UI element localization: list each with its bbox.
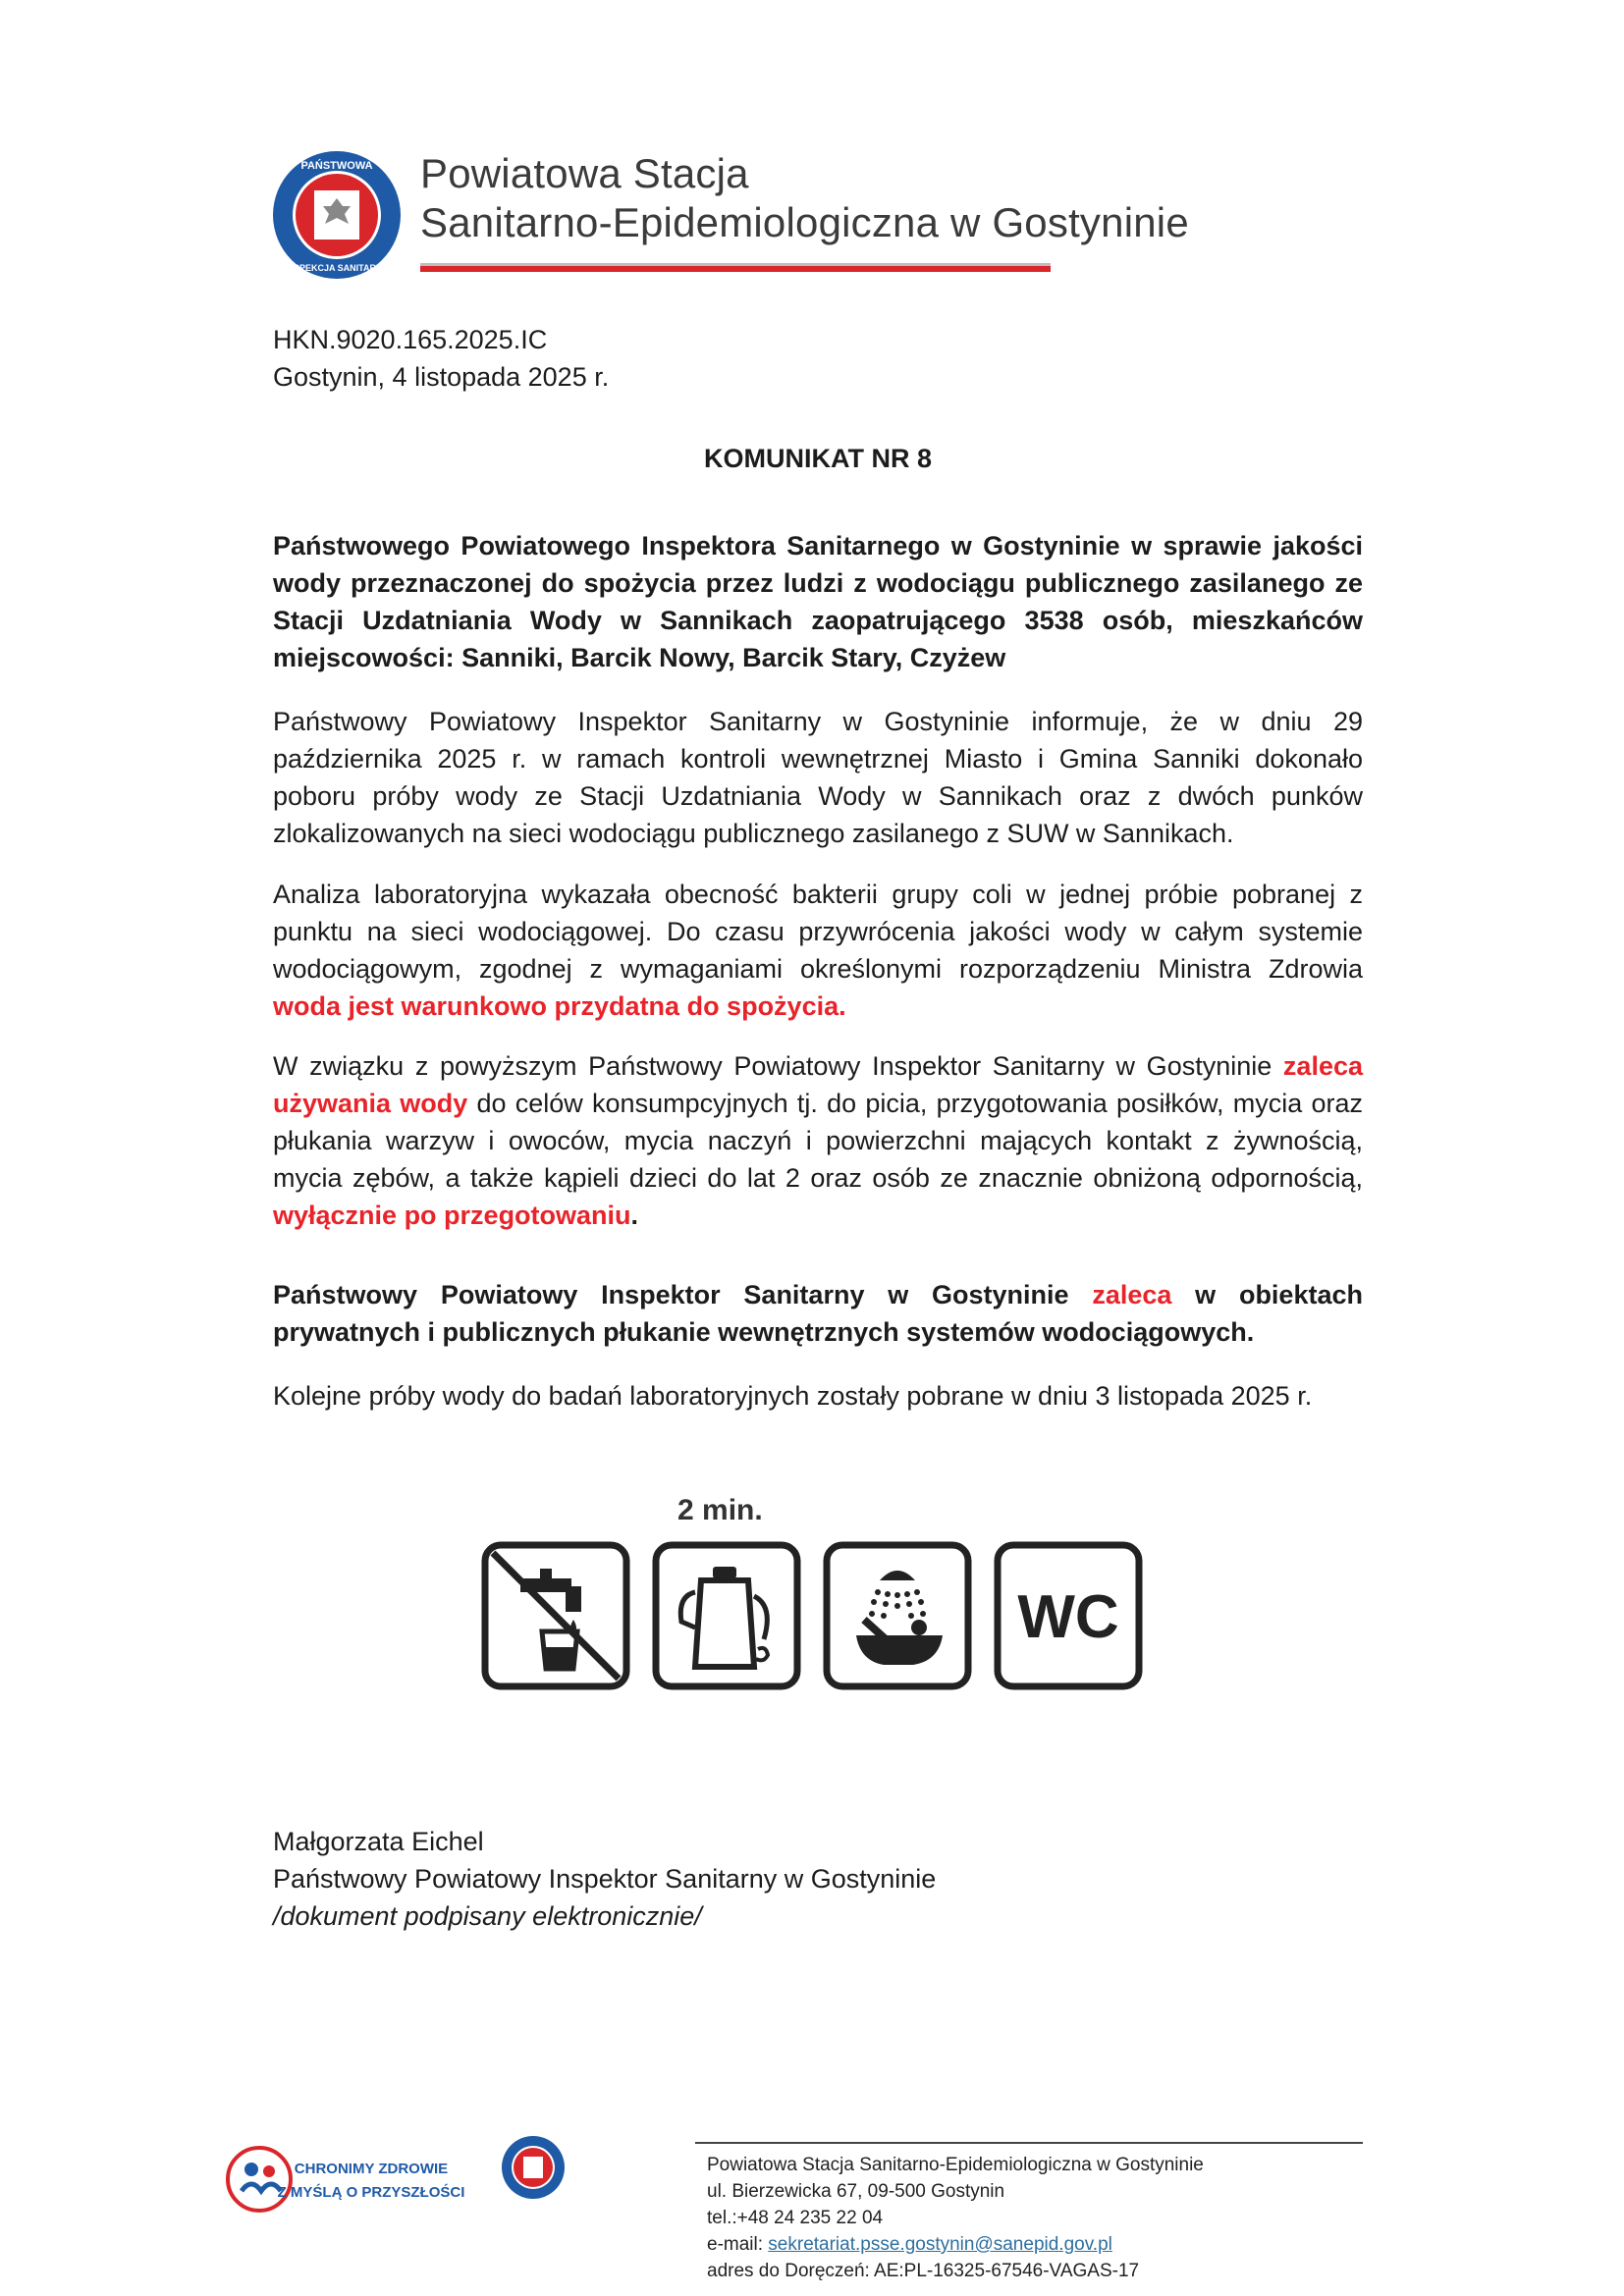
shower-bath-icon xyxy=(823,1541,972,1690)
campaign-line1: CHRONIMY ZDROWIE xyxy=(294,2161,449,2177)
footer-email-label: e-mail: xyxy=(707,2234,769,2255)
paragraph-3-text-before: W związku z powyższym Państwowy Powiatowy Inspektor Sanitarny w Gostyninie xyxy=(273,1051,1283,1081)
paragraph-3-text-middle: do celów konsumpcyjnych tj. do picia, przygotowania posiłków, mycia oraz płukania warzyw i owoców, mycia naczyń i powierzchni mających kontakt z żywnością, mycia zębów, a także kąpieli dzieci do lat 2 oraz osób ze znacznie obniżoną odpornością, xyxy=(273,1089,1363,1193)
reference-number: HKN.9020.165.2025.IC xyxy=(273,325,548,354)
footer-email-link[interactable]: sekretariat.psse.gostynin@sanepid.gov.pl xyxy=(768,2234,1112,2255)
kettle-icon xyxy=(652,1541,801,1690)
signatory-name: Małgorzata Eichel xyxy=(273,1827,484,1856)
no-tap-water-icon xyxy=(481,1541,630,1690)
wc-icon xyxy=(994,1541,1143,1690)
paragraph-2-text: Analiza laboratoryjna wykazała obecność bakterii grupy coli w jednej próbie pobranej z punktu na sieci wodociągowej. Do czasu przywrócenia jakości wody w całym systemie wodociągowym, zgodnej z wymaganiami określonymi rozporządzeniu Ministra Zdrowia xyxy=(273,880,1363,984)
campaign-line2: Z MYŚLĄ O PRZYSZŁOŚCI xyxy=(277,2184,465,2201)
wc-label: WC xyxy=(1017,1583,1119,1651)
svg-text:INSPEKCJA SANITARNA: INSPEKCJA SANITARNA xyxy=(284,263,390,273)
footer-org: Powiatowa Stacja Sanitarno-Epidemiologiczna w Gostyninie xyxy=(707,2155,1204,2175)
paragraph-2-highlight: woda jest warunkowo przydatna do spożycia. xyxy=(273,991,846,1021)
inspection-seal-small xyxy=(501,2135,566,2200)
footer-divider xyxy=(695,2142,1363,2144)
footer-email-row xyxy=(707,2231,1204,2258)
intro-paragraph: Państwowego Powiatowego Inspektora Sanitarnego w Gostyninie w sprawie jakości wody przeznaczonej do spożycia przez ludzi z wodociągu publicznego zasilanego ze Stacji Uzdatniania Wody w Sannikach zaopatrującego 3538 osób, mieszkańców miejscowości: Sanniki, Barcik Nowy, Barcik Stary, Czyżew xyxy=(273,531,1363,672)
paragraph-2 xyxy=(273,876,1363,1025)
svg-text:PAŃSTWOWA: PAŃSTWOWA xyxy=(300,160,373,172)
org-title-line1: Powiatowa Stacja xyxy=(420,150,749,196)
paragraph-5: Kolejne próby wody do badań laboratoryjnych zostały pobrane w dniu 3 listopada 2025 r. xyxy=(273,1381,1313,1411)
paragraph-3-highlight-1: zaleca używania wody xyxy=(273,1051,1363,1118)
document-title: KOMUNIKAT NR 8 xyxy=(704,444,932,473)
footer-address: ul. Bierzewicka 67, 09-500 Gostynin xyxy=(707,2181,1005,2202)
footer-phone: tel.:+48 24 235 22 04 xyxy=(707,2208,884,2228)
place-date: Gostynin, 4 listopada 2025 r. xyxy=(273,362,610,392)
signature-block xyxy=(273,1823,936,1935)
footer-contact xyxy=(707,2152,1204,2284)
footer-delivery-address: adres do Doręczeń: AE:PL-16325-67546-VAGAS-17 xyxy=(707,2261,1140,2281)
organization-title xyxy=(420,149,1189,247)
paragraph-3-end: . xyxy=(630,1201,639,1230)
document-meta xyxy=(273,321,609,396)
inspection-seal-logo xyxy=(271,149,403,281)
paragraph-4-highlight: zaleca xyxy=(1092,1280,1172,1309)
boil-time-label: 2 min. xyxy=(677,1494,763,1526)
paragraph-3-highlight-2: wyłącznie po przegotowaniu xyxy=(273,1201,631,1230)
paragraph-4-text-after: w obiektach prywatnych i publicznych płukanie wewnętrznych systemów wodociągowych. xyxy=(273,1280,1363,1347)
paragraph-4-text-before: Państwowy Powiatowy Inspektor Sanitarny w Gostyninie xyxy=(273,1280,1093,1309)
flag-divider xyxy=(420,263,1051,272)
signature-note: /dokument podpisany elektronicznie/ xyxy=(273,1901,702,1931)
paragraph-1: Państwowy Powiatowy Inspektor Sanitarny w Gostyninie informuje, że w dniu 29 października 2025 r. w ramach kontroli wewnętrznej Miasto i Gmina Sanniki dokonało poboru próby wody ze Stacji Uzdatniania Wody w Sannikach oraz z dwóch punków zlokalizowanych na sieci wodociągu publicznego zasilanego z SUW w Sannikach. xyxy=(273,707,1363,848)
paragraph-4 xyxy=(273,1276,1363,1351)
paragraph-3 xyxy=(273,1047,1363,1234)
signatory-role: Państwowy Powiatowy Inspektor Sanitarny w Gostyninie xyxy=(273,1864,937,1894)
org-title-line2: Sanitarno-Epidemiologiczna w Gostyninie xyxy=(420,199,1189,245)
campaign-logo xyxy=(224,2130,479,2228)
